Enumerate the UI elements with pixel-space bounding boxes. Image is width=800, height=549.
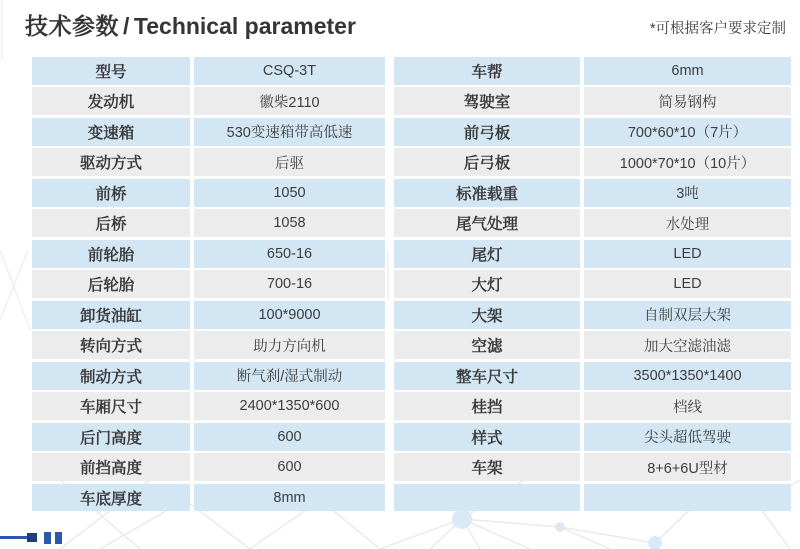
param-label: 车架	[394, 453, 580, 481]
param-value: 水处理	[584, 209, 791, 237]
param-label: 大灯	[394, 270, 580, 298]
header	[25, 8, 786, 41]
param-value: 700-16	[194, 270, 385, 298]
param-label	[394, 484, 580, 512]
param-value: 尖头超低驾驶	[584, 423, 791, 451]
table-row	[394, 57, 791, 85]
param-label: 型号	[32, 57, 190, 85]
spec-tables	[32, 57, 791, 511]
table-row	[394, 453, 791, 481]
param-value: 2400*1350*600	[194, 392, 385, 420]
param-value: 档线	[584, 392, 791, 420]
page-title-divider: /	[123, 13, 130, 39]
param-value: 6mm	[584, 57, 791, 85]
param-label: 转向方式	[32, 331, 190, 359]
param-value: 100*9000	[194, 301, 385, 329]
param-value: 助力方向机	[194, 331, 385, 359]
param-value: LED	[584, 240, 791, 268]
param-value: 650-16	[194, 240, 385, 268]
customization-note: *可根据客户要求定制	[649, 21, 786, 37]
param-label: 样式	[394, 423, 580, 451]
param-value: 3500*1350*1400	[584, 362, 791, 390]
table-row	[32, 118, 385, 146]
param-label: 车底厚度	[32, 484, 190, 512]
table-row	[32, 148, 385, 176]
table-row	[32, 301, 385, 329]
table-row	[394, 301, 791, 329]
logo-tick-icon	[44, 532, 51, 544]
param-value: 断气刹/湿式制动	[194, 362, 385, 390]
page-title-cn: 技术参数	[25, 13, 119, 39]
spec-table-left	[32, 57, 385, 511]
table-row	[32, 270, 385, 298]
param-label: 桂挡	[394, 392, 580, 420]
param-value: 3吨	[584, 179, 791, 207]
param-value: 1000*70*10（10片）	[584, 148, 791, 176]
table-row	[394, 392, 791, 420]
param-label: 发动机	[32, 87, 190, 115]
table-row	[32, 392, 385, 420]
param-value: 700*60*10（7片）	[584, 118, 791, 146]
param-value: LED	[584, 270, 791, 298]
param-value: 8mm	[194, 484, 385, 512]
table-row	[394, 87, 791, 115]
param-label: 前轮胎	[32, 240, 190, 268]
table-row	[32, 209, 385, 237]
table-row	[32, 87, 385, 115]
param-value: 后驱	[194, 148, 385, 176]
table-row	[394, 331, 791, 359]
param-value: 8+6+6U型材	[584, 453, 791, 481]
table-row	[32, 362, 385, 390]
spec-table-right	[394, 57, 791, 511]
param-label: 后桥	[32, 209, 190, 237]
param-label: 制动方式	[32, 362, 190, 390]
param-label: 整车尺寸	[394, 362, 580, 390]
param-label: 变速箱	[32, 118, 190, 146]
param-value: 加大空滤油滤	[584, 331, 791, 359]
table-row	[32, 331, 385, 359]
param-label: 驾驶室	[394, 87, 580, 115]
param-label: 后门高度	[32, 423, 190, 451]
table-row	[32, 484, 385, 512]
table-row	[32, 57, 385, 85]
param-label: 尾灯	[394, 240, 580, 268]
table-row	[32, 423, 385, 451]
table-row	[394, 209, 791, 237]
table-row	[394, 423, 791, 451]
param-label: 标准载重	[394, 179, 580, 207]
param-label: 后弓板	[394, 148, 580, 176]
param-value: 530变速箱带高低速	[194, 118, 385, 146]
table-row	[32, 240, 385, 268]
table-row	[394, 270, 791, 298]
page-title-en: Technical parameter	[133, 13, 356, 39]
param-value: 简易钢构	[584, 87, 791, 115]
logo-bar-icon	[0, 536, 30, 539]
table-row	[32, 179, 385, 207]
param-value: 600	[194, 423, 385, 451]
table-row	[394, 179, 791, 207]
param-label: 尾气处理	[394, 209, 580, 237]
param-label: 空滤	[394, 331, 580, 359]
logo-block-icon	[27, 533, 37, 542]
param-label: 前桥	[32, 179, 190, 207]
param-label: 车厢尺寸	[32, 392, 190, 420]
page-title	[25, 8, 356, 41]
param-label: 卸货油缸	[32, 301, 190, 329]
param-label: 后轮胎	[32, 270, 190, 298]
param-value: 600	[194, 453, 385, 481]
param-value: CSQ-3T	[194, 57, 385, 85]
table-row	[32, 453, 385, 481]
param-value: 1050	[194, 179, 385, 207]
param-label: 车帮	[394, 57, 580, 85]
param-value: 徽柴2110	[194, 87, 385, 115]
param-label: 大架	[394, 301, 580, 329]
table-row	[394, 484, 791, 512]
logo-fragment	[0, 527, 70, 549]
param-value: 自制双层大架	[584, 301, 791, 329]
logo-tick-icon	[55, 532, 62, 544]
param-value: 1058	[194, 209, 385, 237]
param-label: 前弓板	[394, 118, 580, 146]
table-row	[394, 118, 791, 146]
table-row	[394, 362, 791, 390]
param-value	[584, 484, 791, 512]
table-row	[394, 240, 791, 268]
table-row	[394, 148, 791, 176]
param-label: 前挡高度	[32, 453, 190, 481]
param-label: 驱动方式	[32, 148, 190, 176]
